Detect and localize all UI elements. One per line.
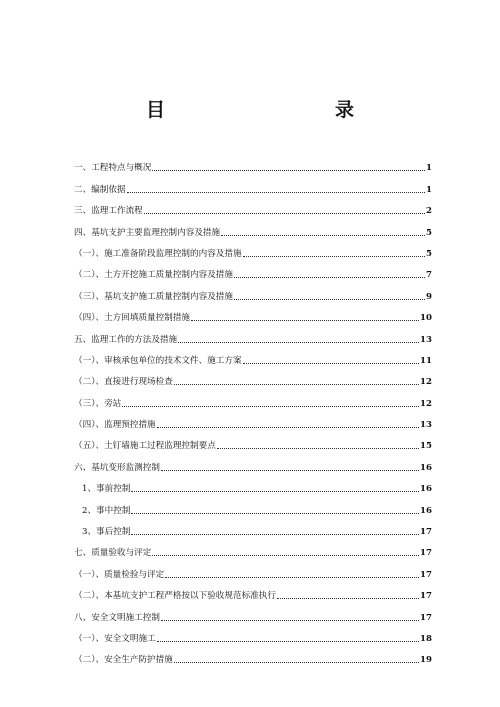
- toc-entry-label: （三）、旁站: [74, 398, 122, 409]
- toc-entry-label: （二）、土方开挖施工质量控制内容及措施: [74, 270, 233, 281]
- toc-entry[interactable]: [74, 473, 432, 494]
- toc-entry-label: （四）、监理预控措施: [74, 420, 156, 431]
- toc-leader-dots: [221, 234, 425, 236]
- toc-entry[interactable]: [74, 152, 432, 173]
- toc-leader-dots: [152, 554, 419, 556]
- toc-entry-label: （二）、本基坑支护工程严格按以下验收规范标准执行: [74, 591, 276, 602]
- toc-entry[interactable]: [74, 195, 432, 216]
- toc-leader-dots: [131, 490, 419, 492]
- toc-leader-dots: [131, 533, 419, 535]
- toc-entry[interactable]: [74, 644, 432, 665]
- toc-entry-page-number: 16: [420, 462, 432, 473]
- toc-entry-label: 六、基坑变形监测控制: [74, 462, 160, 473]
- toc-leader-dots: [122, 405, 419, 407]
- toc-entry[interactable]: [74, 580, 432, 601]
- toc-entry-label: （一）、施工准备阶段监理控制的内容及措施: [74, 248, 242, 259]
- toc-entry-label: 八、安全文明施工控制: [74, 612, 160, 623]
- toc-entry[interactable]: [74, 173, 432, 194]
- toc-entry-page-number: 5: [426, 227, 432, 238]
- toc-leader-dots: [217, 447, 419, 449]
- toc-entry[interactable]: [74, 601, 432, 622]
- toc-entry-page-number: 12: [420, 398, 432, 409]
- toc-entry[interactable]: [74, 216, 432, 237]
- toc-entry-page-number: 17: [420, 591, 432, 602]
- toc-entry[interactable]: [74, 387, 432, 408]
- toc-leader-dots: [277, 597, 419, 599]
- toc-entry-page-number: 17: [420, 569, 432, 580]
- toc-leader-dots: [131, 512, 419, 514]
- toc-entry-label: （一）、质量检验与评定: [74, 569, 165, 580]
- toc-entry[interactable]: [74, 238, 432, 259]
- toc-entry-page-number: 17: [420, 612, 432, 623]
- toc-entry-page-number: 1: [426, 163, 432, 174]
- toc-entry[interactable]: [74, 537, 432, 558]
- toc-entry[interactable]: [74, 494, 432, 515]
- toc-entry-label: 四、基坑支护主要监理控制内容及措施: [74, 227, 221, 238]
- toc-entry-page-number: 2: [426, 206, 432, 217]
- toc-entry-page-number: 7: [426, 270, 432, 281]
- toc-entry-label: 二、编制依据: [74, 184, 126, 195]
- toc-entry-label: 七、质量验收与评定: [74, 548, 152, 559]
- toc-entry[interactable]: [74, 516, 432, 537]
- toc-entry[interactable]: [74, 430, 432, 451]
- toc-entry[interactable]: [74, 451, 432, 472]
- toc-entry[interactable]: [74, 623, 432, 644]
- toc-entry-page-number: 17: [420, 548, 432, 559]
- toc-entry-label: （五）、土钉墙施工过程监理控制要点: [74, 441, 216, 452]
- toc-entry-label: （二）、直接进行现场检查: [74, 377, 173, 388]
- toc-leader-dots: [174, 383, 419, 385]
- toc-leader-dots: [165, 576, 419, 578]
- toc-entry-page-number: 9: [426, 291, 432, 302]
- toc-leader-dots: [152, 169, 425, 171]
- toc-entry[interactable]: [74, 558, 432, 579]
- toc-entry[interactable]: [74, 323, 432, 344]
- toc-leader-dots: [161, 469, 419, 471]
- toc-entry-page-number: 10: [420, 313, 432, 324]
- toc-leader-dots: [234, 276, 425, 278]
- toc-leader-dots: [127, 191, 425, 193]
- toc-entry-page-number: 1: [426, 184, 432, 195]
- page-title: 目 录: [145, 99, 398, 121]
- toc-entry-label: （一）、安全文明施工: [74, 633, 156, 644]
- toc-entry-page-number: 13: [420, 334, 432, 345]
- toc-entry-page-number: 15: [420, 441, 432, 452]
- toc-entry[interactable]: [74, 409, 432, 430]
- toc-leader-dots: [144, 212, 425, 214]
- toc-entry-label: 1、事前控制: [82, 484, 131, 495]
- toc-leader-dots: [174, 661, 419, 663]
- toc-entry-label: 一、工程特点与概况: [74, 163, 152, 174]
- toc-entry[interactable]: [74, 259, 432, 280]
- toc-entry-page-number: 17: [420, 527, 432, 538]
- toc-entry-page-number: 16: [420, 505, 432, 516]
- toc-entry-label: 2、事中控制: [82, 505, 131, 516]
- toc-entry-label: 3、事后控制: [82, 527, 131, 538]
- toc-leader-dots: [243, 255, 425, 257]
- toc-entry-page-number: 5: [426, 248, 432, 259]
- toc-entry-label: （三）、基坑支护施工质量控制内容及措施: [74, 291, 233, 302]
- toc-entry[interactable]: [74, 366, 432, 387]
- toc-entry[interactable]: [74, 345, 432, 366]
- toc-entry-page-number: 19: [420, 655, 432, 666]
- toc-leader-dots: [243, 362, 419, 364]
- toc-entry-page-number: 12: [420, 377, 432, 388]
- toc-leader-dots: [161, 619, 419, 621]
- toc-entry-label: 五、监理工作的方法及措施: [74, 334, 178, 345]
- toc-leader-dots: [157, 426, 419, 428]
- toc-entry-label: （一）、审核承包单位的技术文件、施工方案: [74, 355, 242, 366]
- toc-entry-label: （二）、安全生产防护措施: [74, 655, 173, 666]
- toc-leader-dots: [191, 319, 419, 321]
- table-of-contents: [74, 152, 432, 665]
- toc-entry-label: （四）、土方回填质量控制措施: [74, 313, 191, 324]
- toc-entry-page-number: 16: [420, 484, 432, 495]
- toc-entry-page-number: 11: [420, 355, 432, 366]
- toc-leader-dots: [234, 298, 425, 300]
- toc-leader-dots: [157, 640, 419, 642]
- toc-leader-dots: [178, 341, 419, 343]
- toc-entry-page-number: 13: [420, 420, 432, 431]
- toc-entry[interactable]: [74, 302, 432, 323]
- toc-entry-page-number: 18: [420, 633, 432, 644]
- toc-entry[interactable]: [74, 280, 432, 301]
- toc-entry-label: 三、监理工作流程: [74, 206, 143, 217]
